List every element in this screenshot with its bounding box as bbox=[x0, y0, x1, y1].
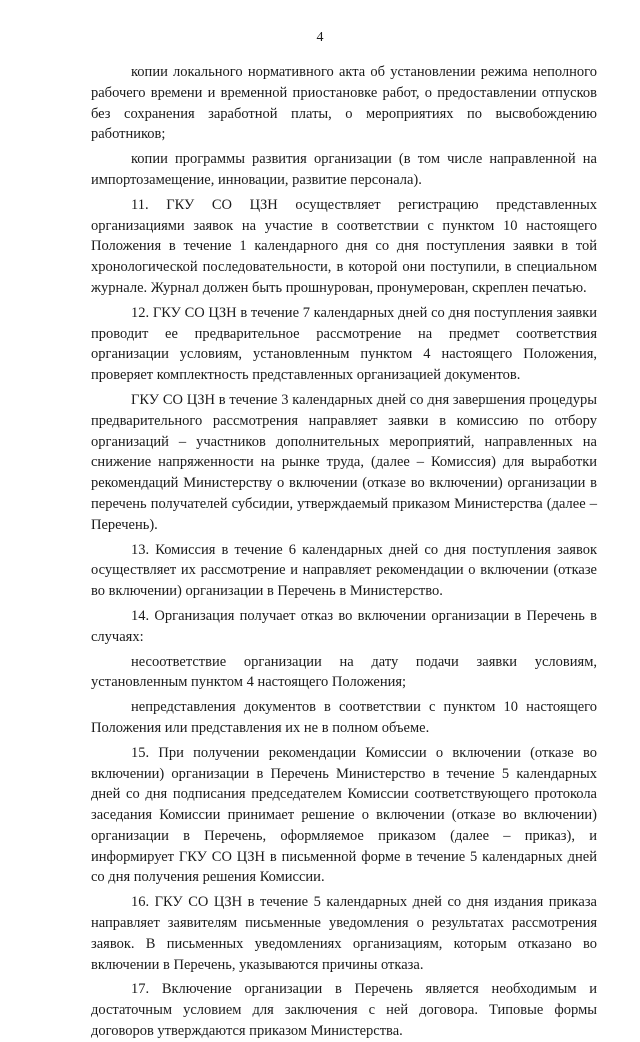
paragraph-17-contract-condition: 17. Включение организации в Перечень является необходимым и достаточным условием для заключения с ней договора. Типовые формы договоров утверждаются приказом Министерства. bbox=[91, 981, 597, 1040]
paragraph-15-ministry-decision: 15. При получении рекомендации Комиссии о включении (отказе во включении) организации в Перечень Министерство в течение 5 календарных дней со дня подписания председателем Комиссии соответствующего протокола заседания Комиссии принимает решение о включении (отказе во включении) организации в Перечень, оформляемое приказом (далее – приказ), и информирует ГКУ СО ЦЗН в письменной форме в течение 5 календарных дней со дня получения решения Комиссии. bbox=[91, 744, 597, 886]
document-body bbox=[91, 62, 597, 1042]
paragraph-refusal-nonconformity: несоответствие организации на дату подачи заявки условиям, установленным пунктом 4 настоящего Положения; bbox=[91, 653, 597, 691]
paragraph-development-program-copies: копии программы развития организации (в том числе направленной на импортозамещение, инновации, развитие персонала). bbox=[91, 151, 597, 188]
paragraph-local-act-copies: копии локального нормативного акта об установлении режима неполного рабочего времени и временной приостановке работ, о предоставлении отпусков без сохранения заработной платы, о мероприятиях по высвобождению работников; bbox=[91, 64, 597, 143]
paragraph-11-registration: 11. ГКУ СО ЦЗН осуществляет регистрацию представленных организациями заявок на участие в соответствии с пунктом 10 настоящего Положения в течение 1 календарного дня со дня поступления заявки в той хронологической последовательности, в которой они поступили, в специальном журнале. Журнал должен быть прошнурован, пронумерован, скреплен печатью. bbox=[91, 196, 597, 296]
page-number: 4 bbox=[316, 30, 324, 45]
paragraph-12-preliminary-review: 12. ГКУ СО ЦЗН в течение 7 календарных дней со дня поступления заявки проводит ее предварительное рассмотрение на предмет соответствия организации условиям, установленным пунктом 4 настоящего Положения, проверяет комплектность представленных организацией документов. bbox=[91, 304, 597, 384]
paragraph-commission-referral: ГКУ СО ЦЗН в течение 3 календарных дней со дня завершения процедуры предварительного рассмотрения направляет заявки в комиссию по отбору организаций – участников дополнительных мероприятий, направленных на снижение напряженности на рынке труда, (далее – Комиссия) для выработки рекомендаций Министерству о включении (отказе во включении) организации в перечень получателей субсидии, утверждаемый приказом Министерства (далее – Перечень). bbox=[91, 391, 597, 533]
paragraph-13-commission-review: 13. Комиссия в течение 6 календарных дней со дня поступления заявок осуществляет их рассмотрение и направляет рекомендации о включении (отказе во включении) организации в Перечень в Министерство. bbox=[91, 541, 597, 600]
paragraph-refusal-missing-documents: непредставления документов в соответствии с пунктом 10 настоящего Положения или представления их не в полном объеме. bbox=[91, 699, 597, 736]
paragraph-16-notifications: 16. ГКУ СО ЦЗН в течение 5 календарных дней со дня издания приказа направляет заявителям письменные уведомления о результатах рассмотрения заявок. В письменных уведомлениях организациям, которым отказано во включении в Перечень, указываются причины отказа. bbox=[91, 894, 597, 973]
paragraph-14-refusal-cases: 14. Организация получает отказ во включении организации в Перечень в случаях: bbox=[91, 607, 597, 645]
